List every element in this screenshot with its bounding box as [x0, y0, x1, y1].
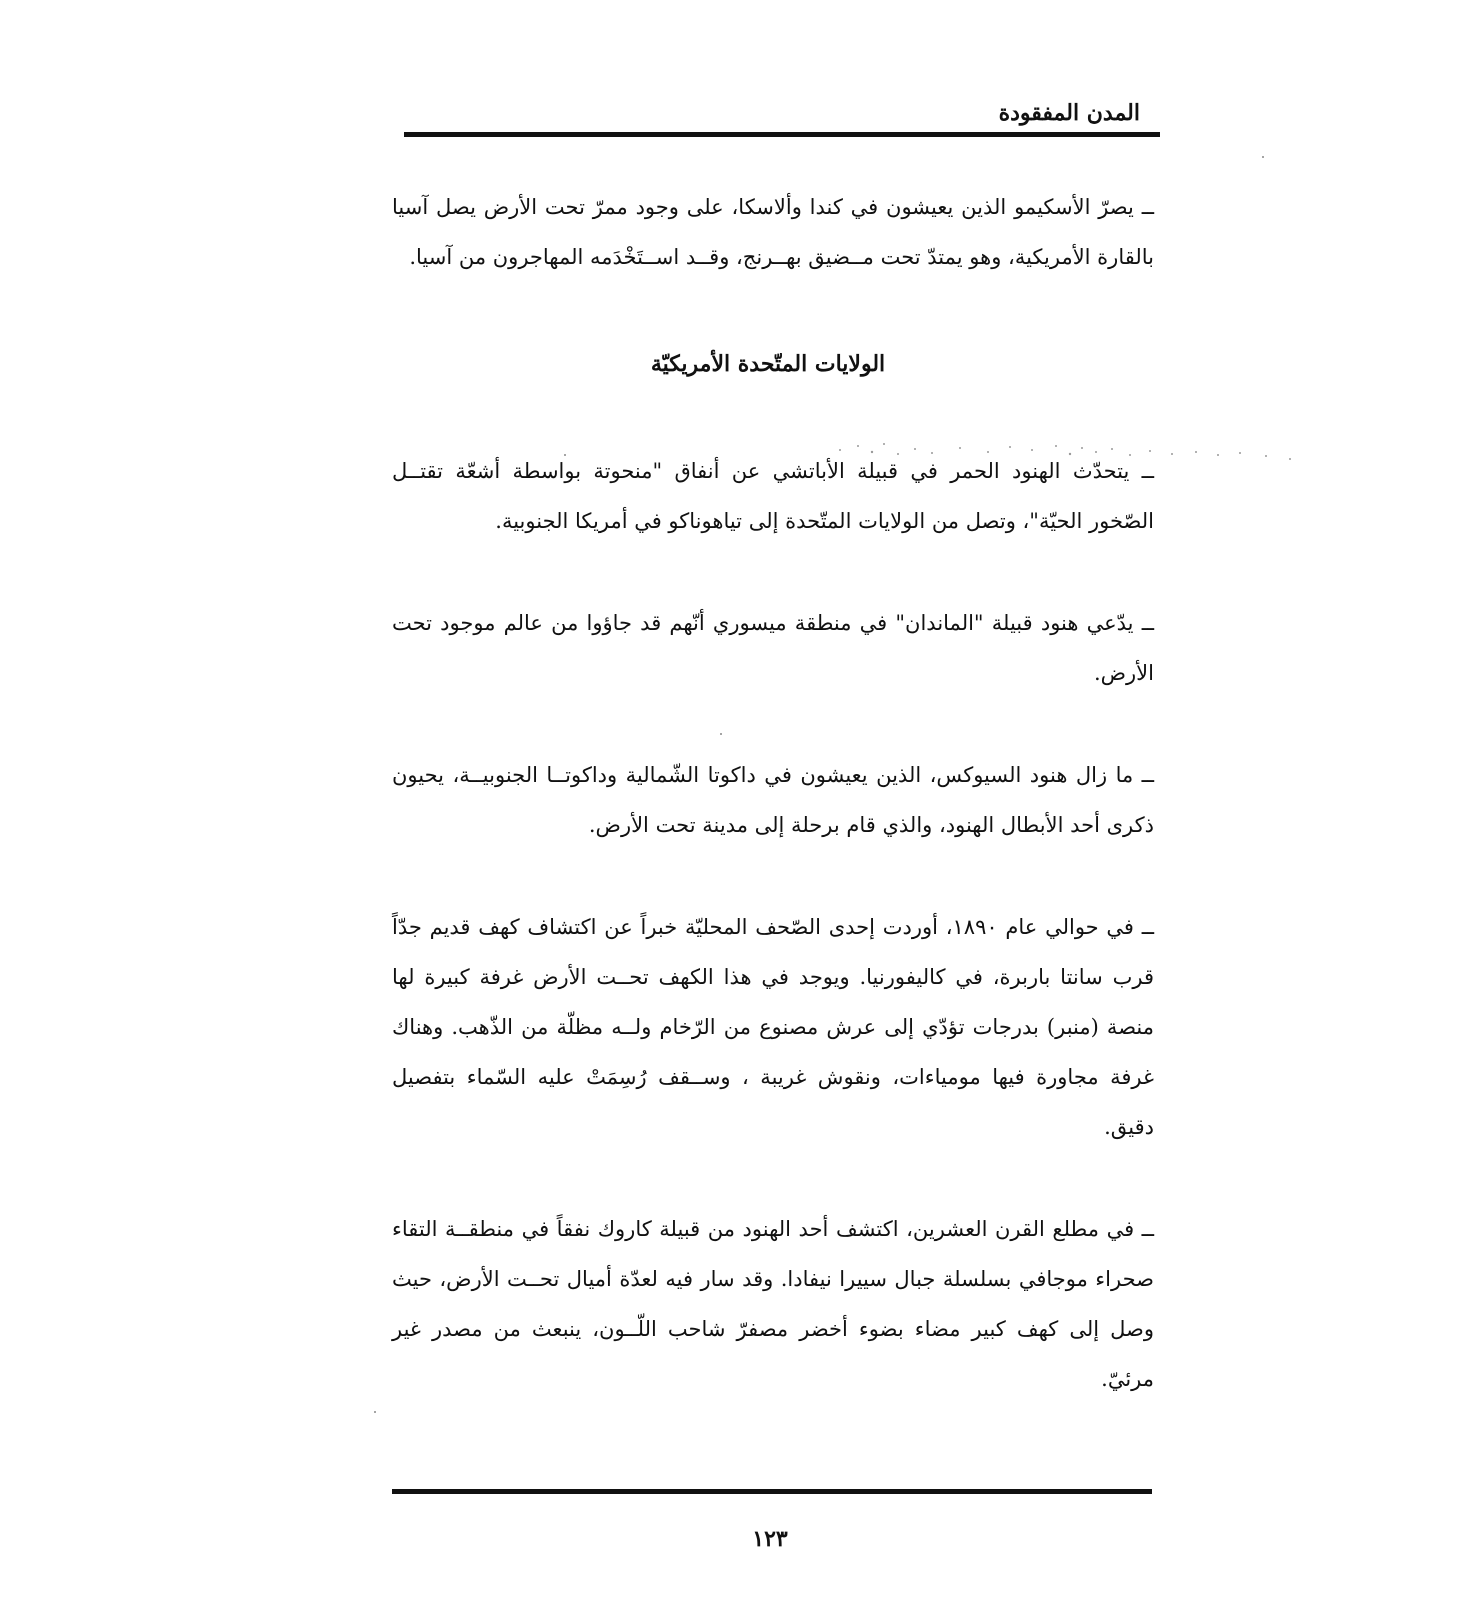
scan-dot: [720, 733, 722, 735]
scan-dot: [374, 1411, 376, 1413]
footer-rule: [392, 1489, 1152, 1494]
paragraph-apache: ــ يتحدّث الهنود الحمر في قبيلة الأباتشي عن أنفاق "منحوتة بواسطة أشعّة تقتــل الصّخور الحيّة"، وتصل من الولايات المتّحدة إلى تياهوناكو في أمريكا الجنوبية.: [392, 459, 1154, 533]
header-rule: [404, 132, 1160, 137]
paragraph-santa-barbara-cave: ــ في حوالي عام ١٨٩٠، أوردت إحدى الصّحف المحليّة خبراً عن اكتشاف كهف قديم جدّاً قرب سانتا باربرة، في كاليفورنيا. ويوجد في هذا الكهف تحــت الأرض غرفة كبيرة لها منصة (منبر) بدرجات تؤدّي إلى عرش مصنوع من الرّخام ولــه مظلّة من الذّهب. وهناك غرفة مجاورة فيها مومياءات، ونقوش غريبة ، وســقف رُسِمَتْ عليه السّماء بتفصيل دقيق.: [392, 915, 1154, 1139]
page-number: ١٢٣: [752, 1526, 788, 1552]
paragraph-karok-tunnel: ــ في مطلع القرن العشرين، اكتشف أحد الهنود من قبيلة كاروك نفقاً في منطقــة التقاء صحراء موجافي بسلسلة جبال سييرا نيفادا. وقد سار فيه لعدّة أميال تحــت الأرض، حيث وصل إلى كهف كبير مضاء بضوء أخضر مصفرّ شاحب اللّــون، ينبعث من مصدر غير مرئيّ.: [392, 1217, 1154, 1391]
page-body: [392, 182, 1154, 1404]
running-header-title: المدن المفقودة: [998, 100, 1140, 126]
intro-paragraph: ــ يصرّ الأسكيمو الذين يعيشون في كندا وألاسكا، على وجود ممرّ تحت الأرض يصل آسيا بالقارة الأمريكية، وهو يمتدّ تحت مــضيق بهــرنج، وقــد اســتَخْدَمه المهاجرون من آسيا.: [392, 195, 1154, 269]
scan-dot: [564, 454, 566, 456]
paragraph-sioux: ــ ما زال هنود السيوكس، الذين يعيشون في داكوتا الشّمالية وداكوتــا الجنوبيــة، يحيون ذكرى أحد الأبطال الهنود، والذي قام برحلة إلى مدينة تحت الأرض.: [392, 763, 1154, 837]
section-heading: الولايات المتّحدة الأمريكيّة: [650, 351, 886, 377]
scan-dot: [1262, 156, 1264, 158]
paragraph-mandan: ــ يدّعي هنود قبيلة "الماندان" في منطقة ميسوري أنّهم قد جاؤوا من عالم موجود تحت الأرض.: [392, 611, 1154, 685]
